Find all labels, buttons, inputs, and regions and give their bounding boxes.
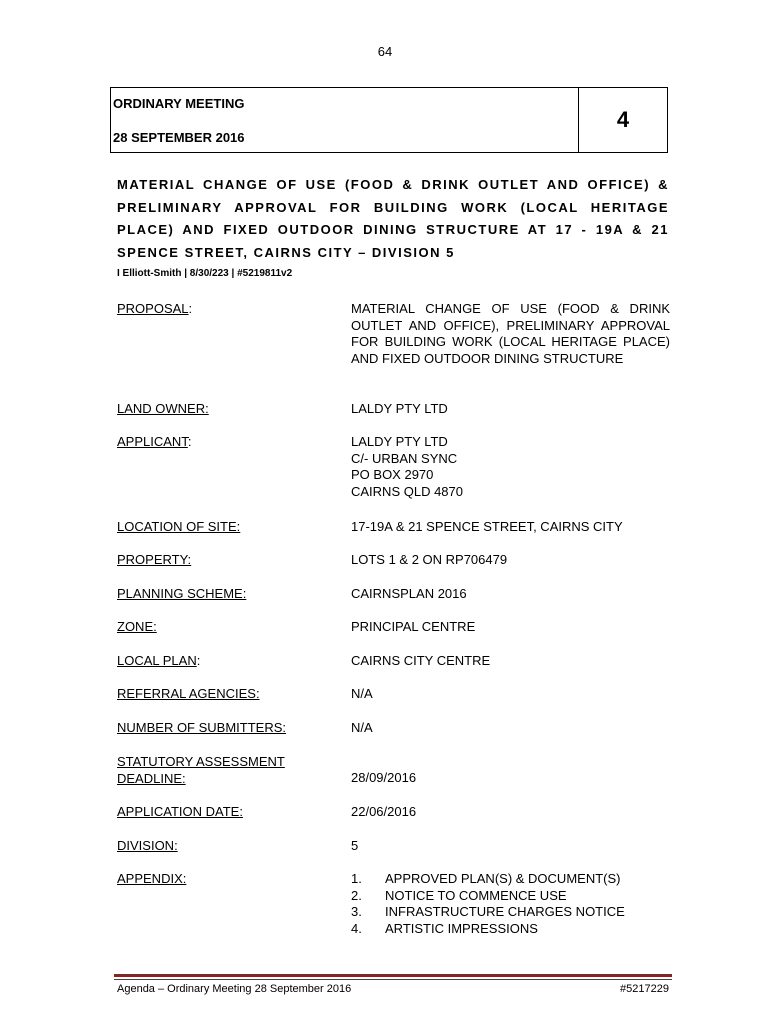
deadline-label-line2: DEADLINE: (117, 770, 186, 786)
planning-scheme-label: PLANNING SCHEME: (117, 586, 247, 601)
division-label: DIVISION: (117, 838, 178, 853)
applicant-label: APPLICANT: (117, 434, 192, 449)
referral-agencies-value: N/A (351, 686, 373, 701)
planning-scheme-value: CAIRNSPLAN 2016 (351, 586, 467, 601)
local-plan-label: LOCAL PLAN: (117, 653, 201, 668)
footer-document-number: #5217229 (620, 983, 669, 995)
zone-label: ZONE: (117, 619, 157, 634)
property-value: LOTS 1 & 2 ON RP706479 (351, 552, 508, 567)
appendix-item: 4. ARTISTIC IMPRESSIONS (351, 920, 538, 936)
deadline-value: 28/09/2016 (351, 770, 417, 785)
application-date-label: APPLICATION DATE: (117, 804, 243, 819)
appendix-label: APPENDIX: (117, 871, 187, 886)
footer-rule-thin (114, 979, 672, 980)
meeting-header-left (111, 88, 579, 152)
property-label: PROPERTY: (117, 552, 192, 567)
appendix-item: 1. APPROVED PLAN(S) & DOCUMENT(S) (351, 871, 621, 886)
local-plan-value: CAIRNS CITY CENTRE (351, 653, 491, 668)
submitters-value: N/A (351, 720, 373, 735)
location-value: 17-19A & 21 SPENCE STREET, CAIRNS CITY (351, 519, 623, 534)
meeting-date: 28 SEPTEMBER 2016 (113, 130, 245, 145)
proposal-label: PROPOSAL: (117, 301, 193, 316)
author-reference: I Elliott-Smith | 8/30/223 | #5219811v2 (117, 268, 293, 279)
meeting-title: ORDINARY MEETING (113, 96, 245, 111)
submitters-label: NUMBER OF SUBMITTERS: (117, 720, 287, 735)
appendix-item: 3. INFRASTRUCTURE CHARGES NOTICE (351, 904, 625, 919)
location-label: LOCATION OF SITE: (117, 519, 241, 534)
applicant-value: LALDY PTY LTD C/- URBAN SYNC PO BOX 2970 CAIRNS QLD 4870 (351, 434, 463, 499)
division-value: 5 (351, 838, 359, 853)
proposal-value: MATERIAL CHANGE OF USE (FOOD & DRINK OUTLET AND OFFICE), PRELIMINARY APPROVAL FOR BUILDING WORK (LOCAL HERITAGE PLACE) AND FIXED OUTDOOR DINING STRUCTURE (351, 301, 670, 366)
appendix-list (351, 871, 625, 937)
footer-agenda-text: Agenda – Ordinary Meeting 28 September 2016 (117, 983, 352, 995)
application-date-value: 22/06/2016 (351, 804, 417, 819)
meeting-header-box (110, 87, 668, 153)
deadline-label-line1: STATUTORY ASSESSMENT (117, 754, 285, 769)
land-owner-label: LAND OWNER: (117, 401, 209, 416)
referral-agencies-label: REFERRAL AGENCIES: (117, 686, 260, 701)
deadline-label (117, 754, 285, 787)
zone-value: PRINCIPAL CENTRE (351, 619, 476, 634)
footer-rule (114, 974, 672, 977)
land-owner-value: LALDY PTY LTD (351, 401, 448, 416)
report-title: MATERIAL CHANGE OF USE (FOOD & DRINK OUTLET AND OFFICE) & PRELIMINARY APPROVAL FOR BUILDING WORK (LOCAL HERITAGE PLACE) AND FIXED OUTDOOR DINING STRUCTURE AT 17 - 19A & 21 SPENCE STREET, CAIRNS CITY – DIVISION 5 (117, 177, 669, 260)
page-number: 64 (377, 44, 393, 59)
agenda-item-number: 4 (616, 107, 630, 132)
appendix-item: 2. NOTICE TO COMMENCE USE (351, 887, 567, 903)
